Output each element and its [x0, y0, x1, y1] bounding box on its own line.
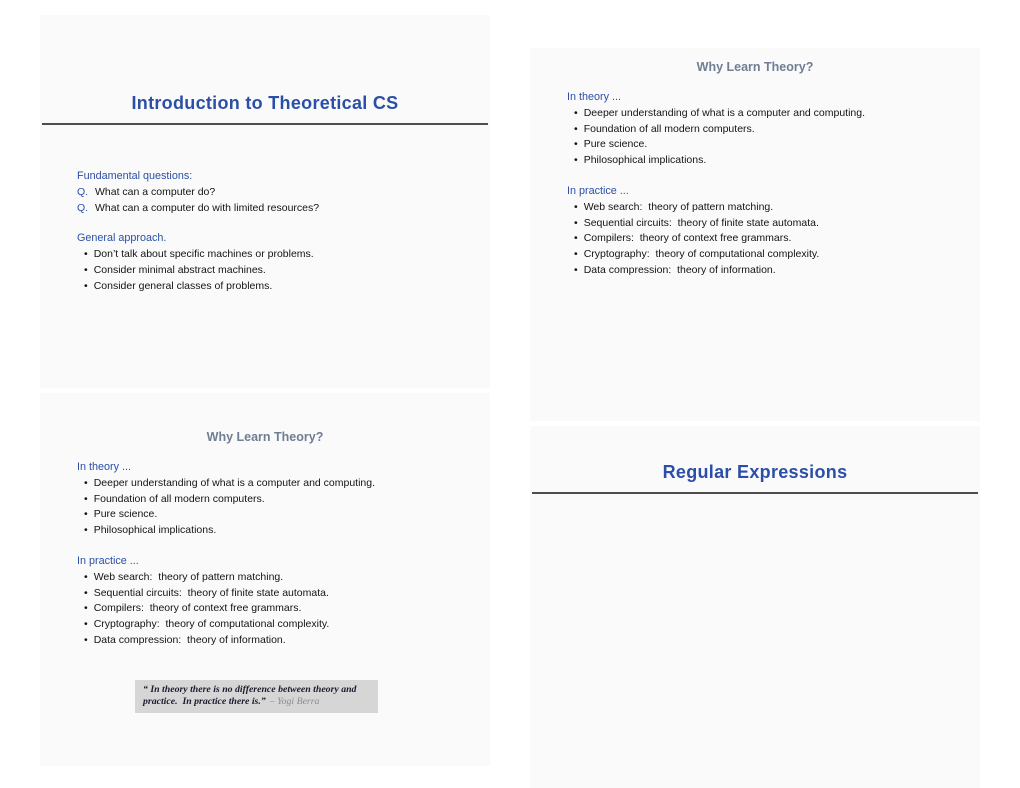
bullet-text: • Cryptography: theory of computational complexity. [583, 248, 820, 261]
bullet-text: • Pure science. [93, 508, 158, 521]
bullet-text: • Consider minimal abstract machines. [93, 263, 266, 276]
bullet-item [77, 247, 476, 263]
bullet-item [567, 153, 966, 169]
quote-attribution: – Yogi Berra [269, 695, 320, 707]
section-heading: In theory ... [77, 461, 132, 473]
bullet-text: • Data compression: theory of information. [583, 263, 776, 276]
slide-body [77, 460, 476, 649]
section-heading: In practice ... [77, 554, 139, 567]
bullet-item [77, 492, 476, 508]
bullet-item [77, 570, 476, 586]
bullet-item [567, 200, 966, 216]
quote-text: “ In theory there is no difference between theory and practice. In practice there is.” [143, 684, 359, 707]
bullet-item [567, 106, 966, 122]
quote-box [135, 680, 378, 713]
bullet-item [77, 523, 476, 539]
section-general-approach [77, 231, 476, 294]
section-in-practice [567, 184, 966, 279]
bullet-text: • Compilers: theory of context free grammars. [93, 602, 302, 615]
question-item [77, 201, 476, 217]
bullet-item [567, 247, 966, 263]
bullet-item [567, 122, 966, 138]
bullet-text: • Compilers: theory of context free grammars. [583, 232, 792, 245]
question-prefix: Q. [77, 185, 89, 198]
slide-why-learn-theory-top [530, 48, 980, 421]
slide-header: Why Learn Theory? [206, 430, 324, 444]
bullet-text: • Consider general classes of problems. [93, 279, 273, 292]
bullet-text: • Web search: theory of pattern matching. [583, 200, 774, 213]
bullet-text: • Foundation of all modern computers. [583, 122, 755, 135]
section-in-theory [567, 90, 966, 169]
bullet-text: • Pure science. [583, 138, 648, 151]
slide-intro-title [40, 15, 490, 388]
question-text: What can a computer do with limited resources? [95, 201, 320, 214]
slide-title: Introduction to Theoretical CS [131, 93, 399, 113]
title-underline [42, 123, 488, 125]
slide-why-learn-theory-bottom [40, 393, 490, 766]
bullet-text: • Philosophical implications. [93, 524, 217, 537]
question-prefix: Q. [77, 201, 89, 214]
slide-body [77, 169, 476, 295]
slide-regular-expressions [530, 426, 980, 788]
bullet-text: • Sequential circuits: theory of finite state automata. [583, 216, 819, 229]
title-underline [532, 492, 978, 494]
bullet-item [77, 601, 476, 617]
bullet-item [567, 137, 966, 153]
slide-header: Why Learn Theory? [696, 60, 814, 74]
question-item [77, 185, 476, 201]
bullet-text: • Cryptography: theory of computational complexity. [93, 618, 330, 631]
bullet-text: • Sequential circuits: theory of finite state automata. [93, 586, 329, 599]
section-heading: General approach. [77, 232, 167, 245]
bullet-item [77, 633, 476, 649]
section-fundamental-questions [77, 169, 476, 216]
bullet-item [77, 617, 476, 633]
section-heading: Fundamental questions: [77, 170, 193, 182]
bullet-text: • Web search: theory of pattern matching. [93, 570, 284, 583]
bullet-item [567, 263, 966, 279]
bullet-text: • Foundation of all modern computers. [93, 492, 265, 505]
bullet-item [77, 263, 476, 279]
bullet-text: • Don’t talk about specific machines or problems. [93, 248, 314, 261]
section-heading: In theory ... [567, 91, 622, 103]
section-in-practice [77, 554, 476, 649]
bullet-item [77, 279, 476, 295]
bullet-text: • Philosophical implications. [583, 154, 707, 167]
section-heading: In practice ... [567, 184, 629, 197]
section-in-theory [77, 460, 476, 539]
slide-body [567, 90, 966, 279]
bullet-text: • Deeper understanding of what is a computer and computing. [583, 106, 866, 119]
bullet-item [77, 507, 476, 523]
bullet-item [77, 476, 476, 492]
question-text: What can a computer do? [95, 185, 216, 198]
bullet-item [77, 586, 476, 602]
bullet-text: • Data compression: theory of information. [93, 633, 286, 646]
slide-title: Regular Expressions [662, 462, 848, 482]
bullet-text: • Deeper understanding of what is a computer and computing. [93, 476, 376, 489]
bullet-item [567, 216, 966, 232]
bullet-item [567, 231, 966, 247]
